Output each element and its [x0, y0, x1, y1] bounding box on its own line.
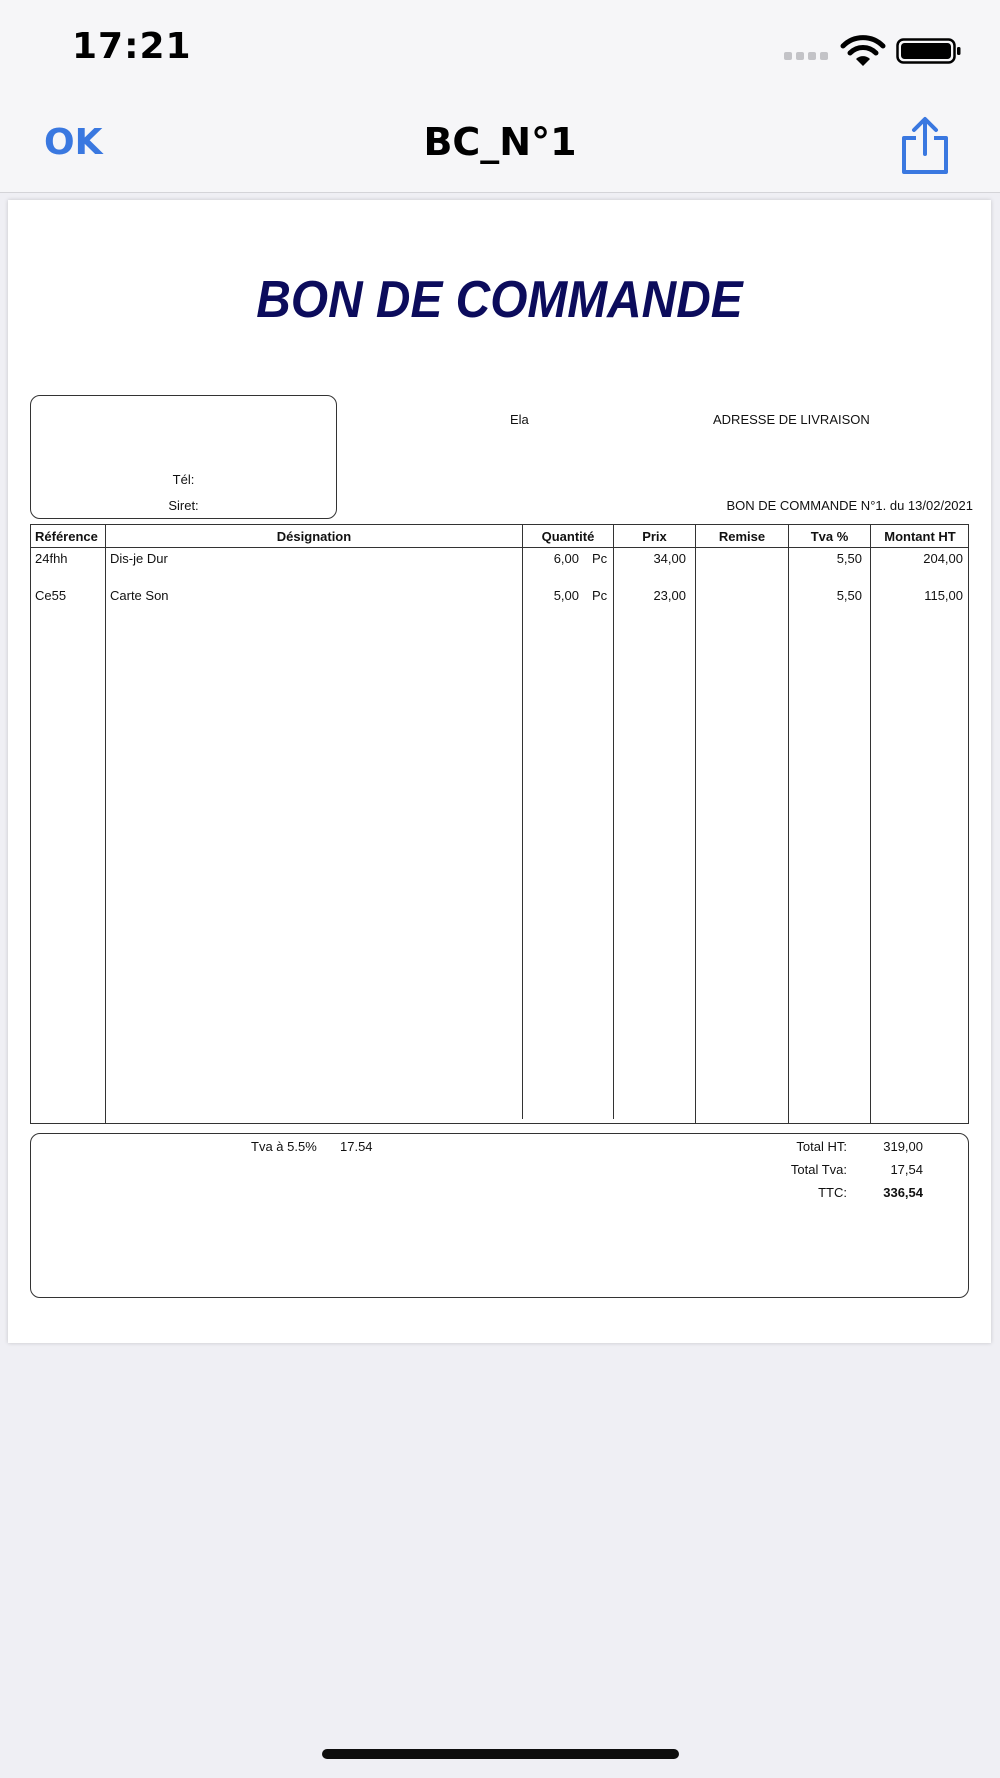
total-tva-label: Total Tva: — [790, 1162, 847, 1177]
header-prix: Prix — [642, 529, 667, 544]
total-tva-value: 17,54 — [890, 1162, 923, 1177]
supplier-tel-label: Tél: — [172, 472, 195, 487]
client-name: Ela — [510, 412, 529, 427]
row-1-designation: Dis-je Dur — [110, 551, 168, 566]
column-divider — [695, 525, 696, 1123]
row-2-tva: 5,50 — [836, 588, 862, 603]
total-ht-value: 319,00 — [883, 1139, 923, 1154]
cellular-signal-icon — [784, 52, 830, 62]
delivery-address-label: ADRESSE DE LIVRAISON — [713, 412, 870, 427]
column-divider — [613, 525, 614, 1119]
status-time: 17:21 — [72, 26, 192, 67]
navigation-bar — [0, 100, 1000, 193]
battery-icon — [896, 38, 962, 64]
column-divider — [870, 525, 871, 1123]
status-bar — [0, 0, 1000, 100]
ok-button[interactable]: OK — [44, 122, 103, 163]
total-ht-label: Total HT: — [796, 1139, 847, 1154]
row-1-tva: 5,50 — [836, 551, 862, 566]
row-2-price: 23,00 — [653, 588, 686, 603]
row-1-reference: 24fhh — [35, 551, 68, 566]
row-1-quantity: 6,00 — [553, 551, 579, 566]
supplier-box — [30, 395, 337, 519]
row-2-quantity: 5,00 — [553, 588, 579, 603]
header-divider — [31, 547, 968, 548]
document-page — [8, 200, 991, 1343]
totals-box — [30, 1133, 969, 1298]
header-reference: Référence — [35, 529, 98, 544]
header-montant-ht: Montant HT — [884, 529, 956, 544]
header-tva: Tva % — [810, 529, 849, 544]
row-2-montant: 115,00 — [924, 588, 963, 603]
row-1-unit: Pc — [592, 551, 608, 566]
order-reference: BON DE COMMANDE N°1. du 13/02/2021 — [726, 498, 973, 513]
supplier-siret-label: Siret: — [168, 498, 199, 513]
nav-title: BC_N°1 — [423, 120, 577, 164]
document-title: BON DE COMMANDE — [256, 271, 743, 329]
tva-breakdown-value: 17.54 — [340, 1139, 373, 1154]
row-2-reference: Ce55 — [35, 588, 67, 603]
ttc-value: 336,54 — [883, 1185, 923, 1200]
share-icon[interactable] — [896, 114, 954, 178]
row-1-montant: 204,00 — [923, 551, 963, 566]
header-designation: Désignation — [276, 529, 352, 544]
home-indicator[interactable] — [322, 1749, 679, 1759]
header-quantite: Quantité — [541, 529, 595, 544]
items-table — [30, 524, 969, 1124]
header-remise: Remise — [718, 529, 766, 544]
row-2-designation: Carte Son — [110, 588, 169, 603]
wifi-icon — [840, 34, 886, 68]
column-divider — [522, 525, 523, 1119]
column-divider — [788, 525, 789, 1123]
row-1-price: 34,00 — [653, 551, 686, 566]
ttc-label: TTC: — [818, 1185, 847, 1200]
tva-breakdown-label: Tva à 5.5% — [251, 1139, 317, 1154]
row-2-unit: Pc — [592, 588, 608, 603]
column-divider — [105, 525, 106, 1123]
